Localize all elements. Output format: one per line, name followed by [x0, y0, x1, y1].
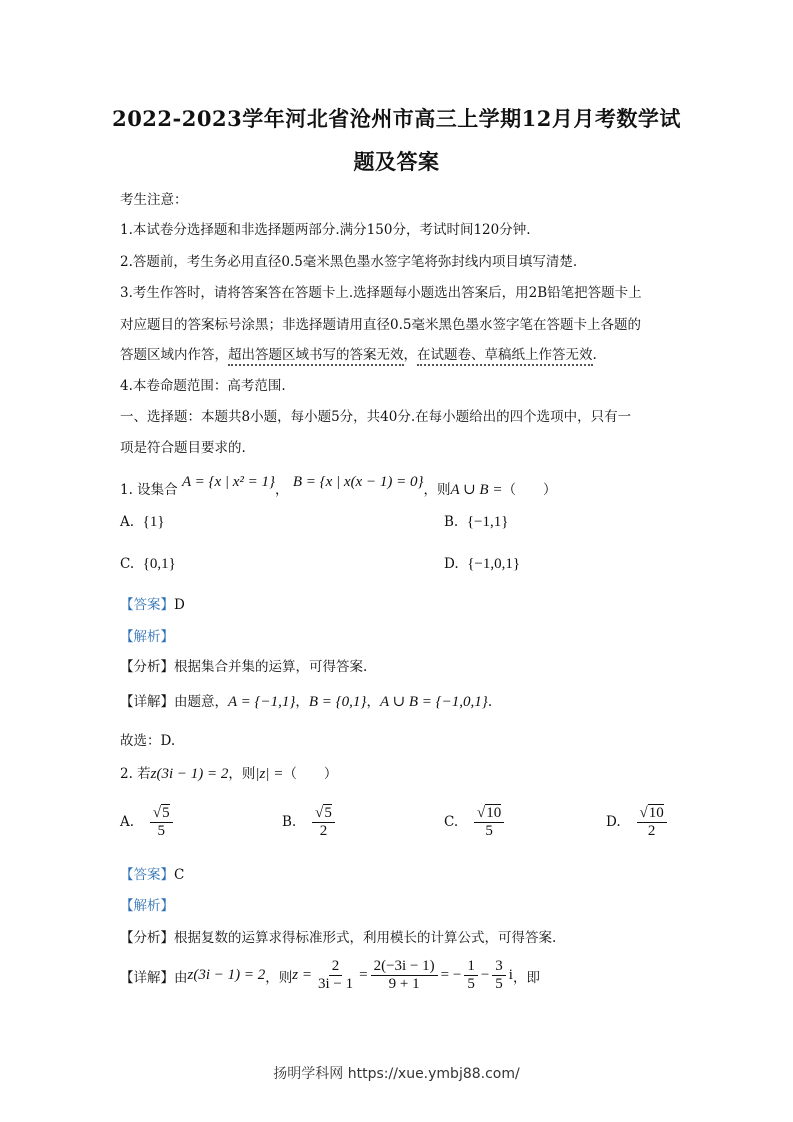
q2-i: i — [508, 967, 513, 983]
q1-answer-tag: 【答案】 — [120, 597, 174, 613]
q2-analysis-tag: 【解析】 — [120, 898, 174, 914]
q2-xiangjie-z: z = — [292, 967, 312, 983]
page-footer-watermark: 扬明学科网 https://xue.ymbj88.com/ — [273, 1066, 520, 1082]
section-heading-line-2: 项是符合题目要求的. — [120, 440, 246, 456]
q2-fraction-3-num: 1 — [464, 958, 478, 976]
notice-emphasis-2: 在试题卷、草稿纸上作答无效 — [417, 347, 593, 366]
notice-item-3c-plain: 答题区域内作答， — [120, 347, 228, 363]
q2-fenxi-text: 根据复数的运算求得标准形式，利用模长的计算公式，可得答案. — [174, 930, 557, 946]
q2-option-d-numerator: 10 — [648, 805, 664, 821]
q2-xiangjie-math: z(3i − 1) = 2 — [187, 967, 266, 983]
notice-item-4: 4.本卷命题范围：高考范围. — [120, 378, 286, 394]
q1-stem-prefix: 1. 设集合 — [120, 482, 178, 498]
q2-option-d — [606, 805, 670, 840]
page-title-line-1: 2022-2023学年河北省沧州市高三上学期12月月考数学试 — [112, 106, 681, 131]
q1-option-d — [444, 556, 520, 573]
notice-item-3c — [120, 343, 597, 363]
q2-fraction-1-den: 3i − 1 — [317, 976, 354, 992]
q2-answer-tag: 【答案】 — [120, 867, 174, 883]
q2-xiangjie: 【详解】 由 z(3i − 1) = 2 ，则 z = $\frac{2}{3i - 1}$ = $\frac{2(-3i - 1)}{9 + 1}$ = − $\frac{1}{5}$ − $\frac{3}{5}$ i ，即 — [120, 958, 540, 992]
q1-option-a-label: A. — [120, 514, 135, 530]
q1-xiangjie-end: . — [487, 694, 493, 710]
q1-fenxi-text: 根据集合并集的运算，可得答案. — [174, 659, 368, 675]
q1-option-d-label: D. — [444, 556, 459, 572]
q2-fraction-4-den: 5 — [495, 976, 503, 992]
q2-option-b-denominator: 2 — [319, 823, 328, 839]
q2-option-b-label: B. — [282, 814, 297, 830]
q1-option-b-value: {−1,1} — [466, 514, 509, 530]
notice-comma: ， — [403, 347, 417, 363]
q1-answer — [120, 593, 185, 613]
q2-option-b-fraction: $\frac{√5}{2}$ — [312, 805, 335, 840]
notice-heading: 考生注意： — [120, 192, 188, 208]
q2-analysis — [120, 894, 174, 914]
notice-item-1: 1.本试卷分选择题和非选择题两部分.满分150分，考试时间120分钟. — [120, 222, 531, 238]
q2-option-c — [444, 805, 507, 840]
q2-stem-prefix: 2. 若 — [120, 766, 151, 782]
q2-fraction-1-num: 2 — [329, 958, 343, 976]
q2-option-c-numerator: 10 — [486, 805, 502, 821]
q1-xiangjie-a: A = {−1,1} — [228, 694, 296, 710]
q1-option-c-value: {0,1} — [142, 556, 176, 572]
q1-xiangjie-comma-2: ， — [366, 694, 380, 710]
notice-item-3a: 3.考生作答时，请将答案答在答题卡上.选择题每小题选出答案后，用2B铅笔把答题卡上 — [120, 285, 642, 301]
q2-xiangjie-mid: ，则 — [265, 969, 293, 986]
q2-option-a-numerator: 5 — [162, 805, 170, 821]
q2-xiangjie-prefix: 由 — [174, 969, 188, 986]
q2-fraction-3 — [464, 958, 478, 993]
q1-fenxi — [120, 655, 367, 675]
q2-option-b-numerator: 5 — [324, 805, 332, 821]
q1-xiangjie-prefix: 由题意， — [174, 694, 228, 710]
q2-option-d-label: D. — [606, 814, 621, 830]
q2-option-a-fraction: $\frac{√5}{5}$ — [150, 805, 173, 840]
q2-stem-math: z(3i − 1) = 2 — [150, 766, 229, 782]
q1-ask-prefix: ，则 — [423, 482, 451, 498]
q2-fraction-1 — [315, 958, 356, 993]
q2-option-a — [120, 805, 176, 840]
notice-emphasis-1: 超出答题区域书写的答案无效 — [228, 347, 404, 366]
q2-stem-paren: （ ） — [283, 766, 338, 782]
q1-analysis-tag: 【解析】 — [120, 629, 174, 645]
q2-option-c-denominator: 5 — [485, 823, 493, 839]
notice-item-2: 2.答题前，考生务必用直径0.5毫米黑色墨水签字笔将弥封线内项目填写清楚. — [120, 254, 578, 270]
section-heading-line-1: 一、选择题：本题共8小题，每小题5分，共40分.在每小题给出的四个选项中，只有一 — [120, 409, 632, 425]
q2-option-d-fraction: $\frac{√10}{2}$ — [637, 805, 667, 840]
q2-stem-math-2: |z| = — [255, 766, 284, 782]
notice-item-3b: 对应题目的答案标号涂黑；非选择题请用直径0.5毫米黑色墨水签字笔在答题卡上各题的 — [120, 317, 641, 333]
q1-option-b — [444, 514, 508, 531]
q2-stem — [120, 762, 337, 783]
q2-minus: − — [480, 967, 490, 983]
q1-option-a — [120, 514, 165, 531]
q2-fenxi-tag: 【分析】 — [120, 930, 174, 946]
q2-xiangjie-tag: 【详解】 — [120, 969, 174, 986]
q1-fenxi-tag: 【分析】 — [120, 659, 174, 675]
q2-xiangjie-end: ，即 — [512, 969, 540, 986]
q2-fenxi — [120, 926, 556, 946]
q2-option-c-fraction: $\frac{√10}{5}$ — [474, 805, 504, 840]
q2-option-b — [282, 805, 338, 840]
q2-fraction-2-den: 9 + 1 — [388, 976, 420, 992]
q1-option-a-value: {1} — [142, 514, 165, 530]
q1-xiangjie-b: B = {0,1} — [308, 694, 367, 710]
q2-fraction-3-den: 5 — [467, 976, 475, 992]
q2-answer — [120, 863, 184, 883]
q2-fraction-4 — [492, 958, 506, 993]
q1-xiangjie-union: A ∪ B = {−1,0,1} — [379, 694, 488, 710]
q1-option-d-value: {−1,0,1} — [467, 556, 521, 572]
q1-xiangjie-tag: 【详解】 — [120, 694, 174, 710]
q1-set-b: B = {x | x(x − 1) = 0} — [292, 474, 424, 490]
q1-xiangjie-comma-1: ， — [295, 694, 309, 710]
q1-xiangjie — [120, 690, 492, 711]
q2-fraction-2-num: 2(−3i − 1) — [371, 958, 438, 976]
q2-fraction-4-num: 3 — [492, 958, 506, 976]
q1-ask-math: A ∪ B = — [450, 482, 503, 498]
q1-analysis — [120, 625, 174, 645]
q1-set-a: A = {x | x² = 1} — [181, 474, 276, 490]
q1-answer-value: D — [174, 597, 185, 613]
q2-option-d-denominator: 2 — [647, 823, 656, 839]
page-title-line-2: 题及答案 — [353, 149, 440, 174]
q2-option-a-label: A. — [120, 814, 135, 830]
q1-sep: ， — [275, 482, 289, 498]
q2-option-c-label: C. — [444, 814, 459, 830]
q2-option-a-denominator: 5 — [157, 823, 166, 839]
q1-option-c-label: C. — [120, 556, 135, 572]
q2-stem-mid: ，则 — [228, 766, 256, 782]
q2-fraction-2 — [371, 958, 438, 993]
notice-end: . — [592, 347, 597, 363]
q1-option-b-label: B. — [444, 514, 459, 530]
q2-answer-value: C — [174, 867, 185, 883]
q2-eq-minus: = − — [440, 967, 462, 983]
q1-ask-paren: （ ） — [502, 482, 557, 498]
q1-choice: 故选：D. — [120, 733, 176, 749]
q1-option-c — [120, 556, 176, 573]
q1-stem — [120, 474, 557, 499]
